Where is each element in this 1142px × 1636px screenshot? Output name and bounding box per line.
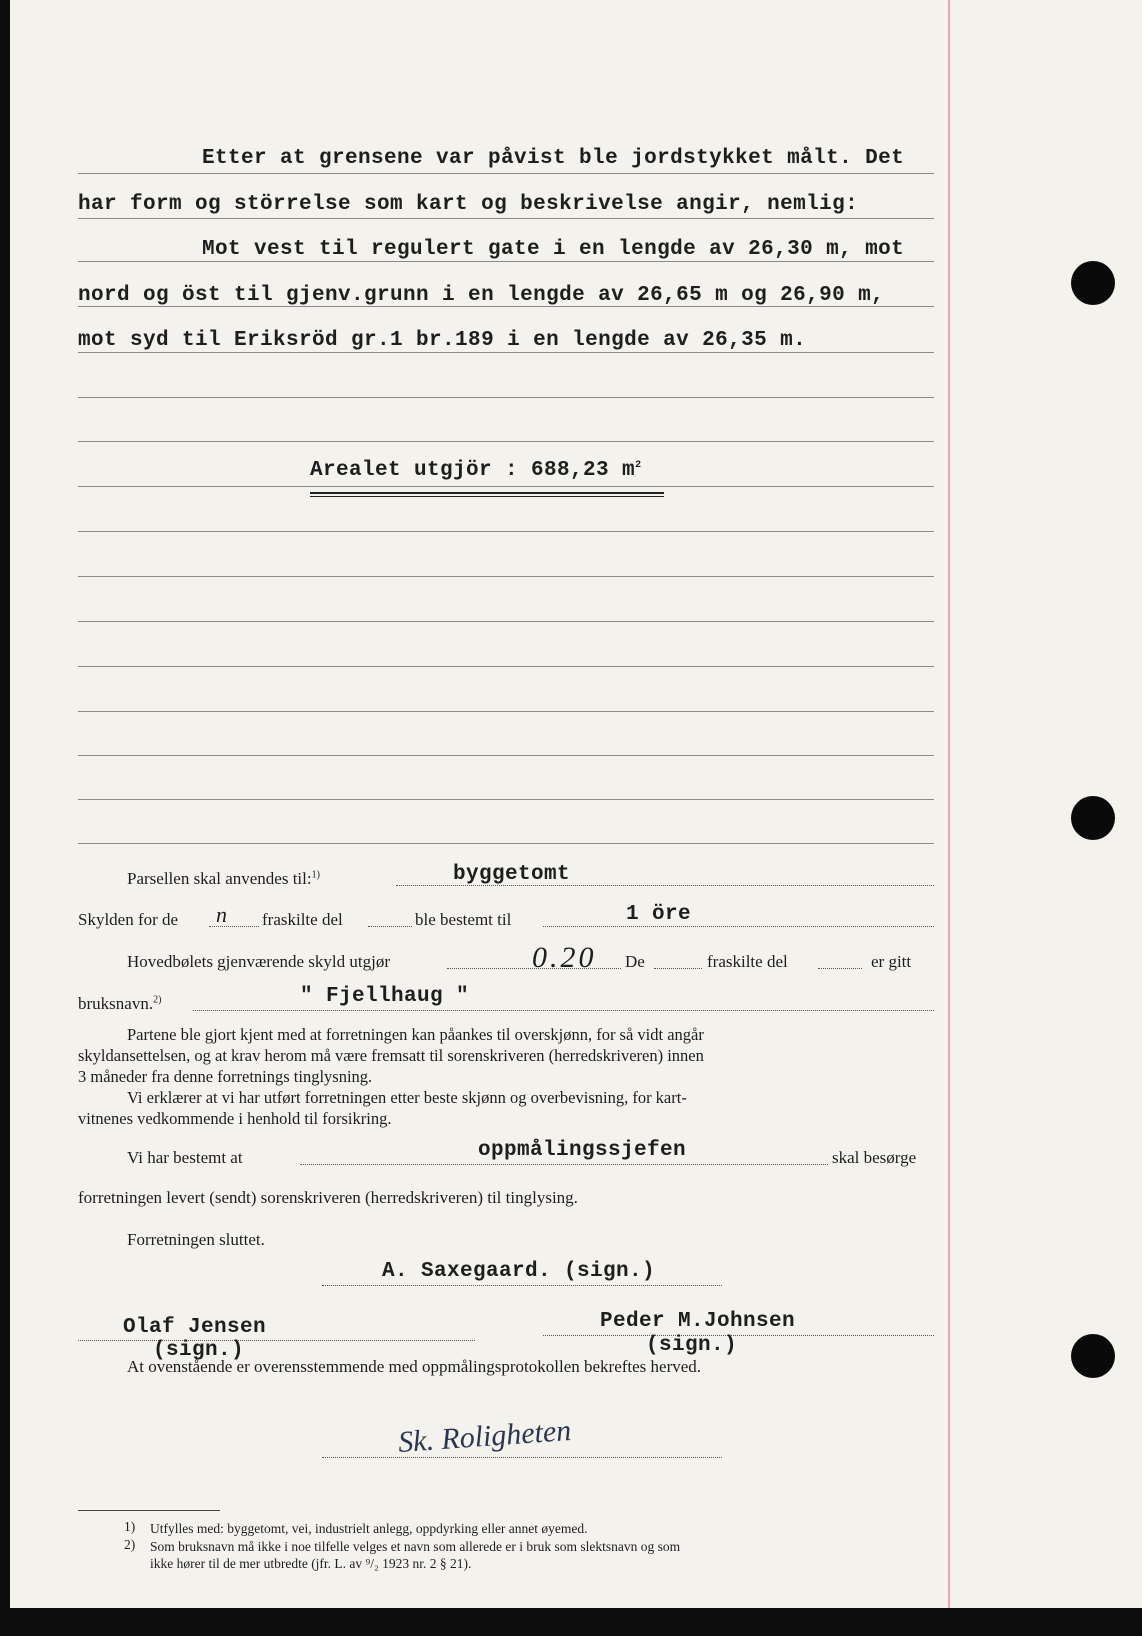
measurement-line-3: Mot vest til regulert gate i en lengde av 26,30 m, mot [202,238,905,261]
bruksnavn-field-line [193,1009,934,1011]
footnote-1: Utfylles med: byggetomt, vei, industrielt anlegg, oppdyrking eller annet øyemed. [150,1521,588,1536]
ruled-line [78,666,934,667]
bestemt-til-label: ble bestemt til [415,910,512,929]
ruled-line [78,486,934,487]
para1-line1: Partene ble gjort kjent med at forretningen kan påankes til overskjønn, for så vidt angår [127,1025,704,1044]
ruled-line [78,799,934,800]
measurement-line-1: Etter at grensene var påvist ble jordstykket målt. Det [202,147,905,170]
fraskilte-label: fraskilte del [262,910,343,929]
hoved-label: Hovedbølets gjenværende skyld utgjør [127,952,390,971]
para2-line1: Vi erklærer at vi har utført forretningen etter beste skjønn og overbevisning, for kart- [127,1088,687,1107]
footnote-rule [78,1510,220,1511]
ruled-line [78,621,934,622]
skyld-handwritten: n [216,902,227,927]
area-statement: Arealet utgjör : 688,23 $m^2$ [310,459,642,482]
fraskilte-field-line [368,925,412,927]
area-underline [310,492,664,494]
gitt-label: er gitt [871,952,912,971]
para2-line2: vitnenes vedkommende i henhold til forsikring. [78,1109,392,1128]
fraskilte-del-label: fraskilte del [707,952,788,971]
bestemt-value: oppmålingssjefen [478,1139,687,1162]
de-label: De [625,952,645,971]
signature-right-name: Peder M.Johnsen [600,1310,796,1333]
skyld-value-line [543,925,934,927]
measurement-line-5: mot syd til Eriksröd gr.1 br.189 i en lengde av 26,35 m. [78,329,807,352]
bestemt-field-line [300,1163,828,1165]
ruled-line [78,531,934,532]
confirm-line: At ovenstående er overensstemmende med oppmålingsprotokollen bekreftes herved. [127,1357,702,1376]
footnote-2-line2: ikke hører til de mer utbredte (jfr. L. av ⁹/₂ 1923 nr. 2 § 21). [150,1556,472,1571]
para1-line2: skyldansettelsen, og at krav herom må være fremsatt til sorenskriveren (herredskriveren) innen [78,1046,704,1065]
de-field-line [654,967,702,969]
fraskilte-del-line [818,967,862,969]
binder-hole [1071,1334,1115,1378]
ruled-line [78,397,934,398]
signature-main-line [322,1284,722,1286]
ruled-line [78,441,934,442]
ruled-line [78,843,934,844]
measurement-line-4: nord og öst til gjenv.grunn i en lengde av 26,65 m og 26,90 m, [78,284,885,307]
signature-left-sign: (sign.) [153,1339,245,1362]
ruled-line [78,576,934,577]
handwritten-signature: Sk. Roligheten [397,1413,573,1460]
bruksnavn-label: bruksnavn.$^{2)}$ [78,994,162,1013]
binder-hole [1071,261,1115,305]
bestemt-label: Vi har bestemt at [127,1148,243,1167]
ruled-line [78,711,934,712]
hoved-value: 0.20 [532,941,597,974]
signature-main: A. Saxegaard. (sign.) [382,1260,656,1283]
skyld-label: Skylden for de [78,910,179,929]
binder-hole [1071,796,1115,840]
besorge-label: skal besørge [832,1148,917,1167]
bruksnavn-value: " Fjellhaug " [300,985,470,1008]
sluttet-line: Forretningen sluttet. [127,1230,265,1249]
footnote-1-mark: 1) [124,1519,136,1534]
use-label: Parsellen skal anvendes til:$^{1)}$ [127,869,320,888]
ruled-line [78,755,934,756]
signature-right-sign: (sign.) [646,1334,738,1357]
signature-left-line [78,1339,475,1341]
ruled-line [78,261,934,262]
signature-left-name: Olaf Jensen [123,1316,267,1339]
skyld-value: 1 öre [626,903,692,926]
levert-line: forretningen levert (sendt) sorenskriveren (herredskriveren) til tinglysing. [78,1188,578,1207]
use-value: byggetomt [453,863,571,886]
margin-line [948,0,950,1608]
ruled-line [78,173,934,174]
document-page [10,0,1142,1608]
area-underline [310,496,664,497]
ruled-line [78,352,934,353]
footnote-2-line1: Som bruksnavn må ikke i noe tilfelle velges et navn som allerede er i bruk som slektsnavn og som [150,1539,681,1554]
footnote-2-mark: 2) [124,1537,136,1552]
measurement-line-2: har form og störrelse som kart og beskrivelse angir, nemlig: [78,193,859,216]
ruled-line [78,218,934,219]
handwritten-signature-line [322,1456,722,1458]
para1-line3: 3 måneder fra denne forretnings tinglysning. [78,1067,373,1086]
signature-right-line [543,1334,934,1336]
